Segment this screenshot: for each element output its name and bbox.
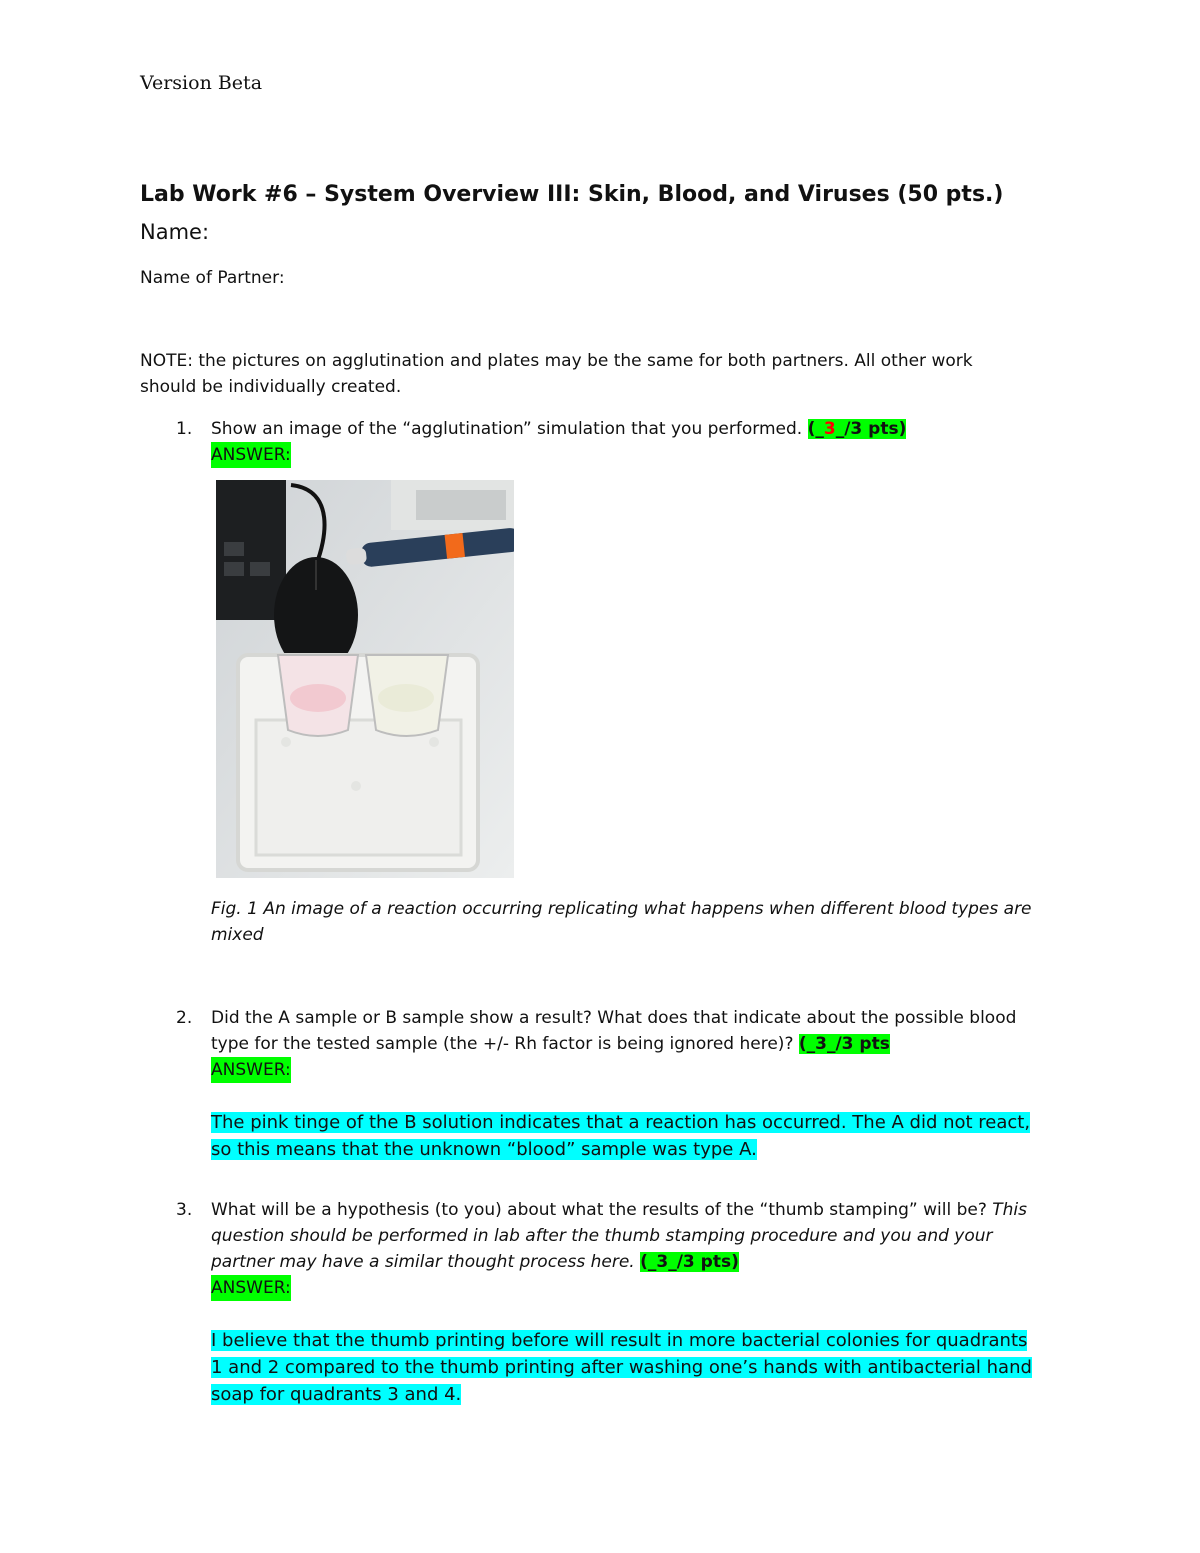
score-value: 3 [823, 419, 836, 439]
points-badge: (_3_/3 pts) [640, 1252, 739, 1272]
points-badge: (_3_/3 pts [798, 1034, 890, 1054]
question-number: 1. [176, 419, 193, 439]
question-number: 2. [176, 1008, 193, 1028]
agglutination-photo [216, 480, 514, 878]
question-number: 3. [176, 1200, 193, 1220]
question-text: Did the A sample or B sample show a result? What does that indicate about the possible blood type for the tested sample (the +/- Rh factor is being ignored here)? [211, 1008, 1017, 1054]
page-title: Lab Work #6 – System Overview III: Skin, Blood, and Viruses (50 pts.) [140, 182, 1004, 207]
note-paragraph: NOTE: the pictures on agglutination and plates may be the same for both partners. All other work should be individually created. [140, 351, 973, 397]
partner-label: Name of Partner: [140, 268, 285, 288]
answer-text: The pink tinge of the B solution indicates that a reaction has occurred. The A did not react, so this means that the unknown “blood” sample was type A. [211, 1112, 1031, 1160]
answer-label: ANSWER: [211, 1275, 291, 1301]
photo-illustration [216, 480, 514, 878]
question-text: What will be a hypothesis (to you) about what the results of the “thumb stamping” will be? [211, 1200, 993, 1220]
answer-label: ANSWER: [211, 442, 291, 468]
question-text: Show an image of the “agglutination” simulation that you performed. [211, 419, 808, 439]
question-instruction: This question should be performed in lab after the thumb stamping procedure and you and your partner may have a similar thought process here. [211, 1200, 1028, 1272]
answer-label: ANSWER: [211, 1057, 291, 1083]
points-badge: (_3_/3 pts) [807, 419, 907, 439]
name-label: Name: [140, 220, 210, 244]
version-header: Version Beta [140, 72, 263, 94]
figure-caption: Fig. 1 An image of a reaction occurring replicating what happens when different blood types are mixed [211, 899, 1032, 945]
answer-text: I believe that the thumb printing before will result in more bacterial colonies for quadrants 1 and 2 compared to the thumb printing after washing one’s hands with antibacterial hand soap for quadrants 3 and 4. [211, 1330, 1032, 1405]
